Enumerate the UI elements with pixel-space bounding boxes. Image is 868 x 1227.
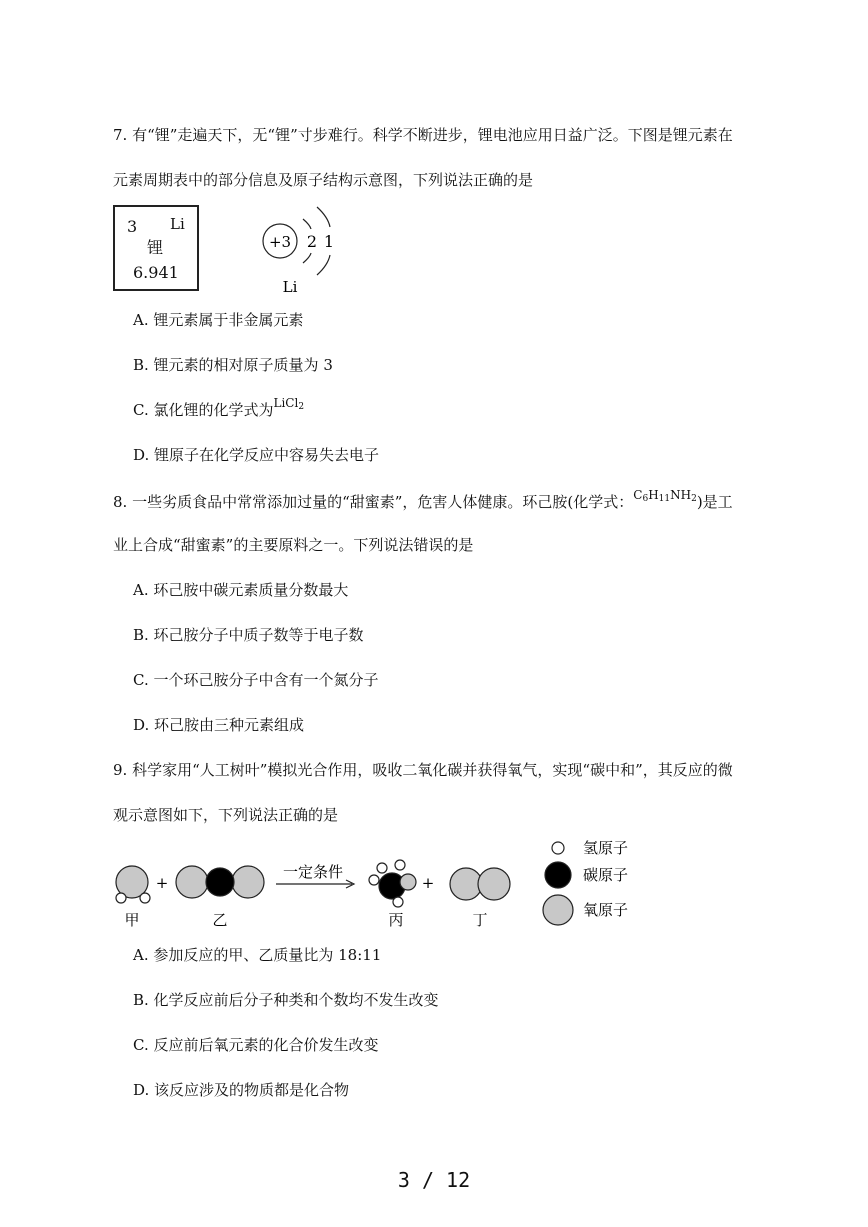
shell-2-arc-top (317, 207, 330, 227)
legend-oxygen-icon (543, 895, 573, 925)
plus-sign-2: + (421, 874, 435, 892)
periodic-element-card (113, 205, 199, 291)
label-bing: 丙 (388, 911, 404, 929)
yi-oxygen-atom-2 (232, 866, 264, 898)
q8-option-a: A. 环己胺中碳元素质量分数最大 (133, 581, 349, 599)
q7-stem-line1: 7. 有“锂”走遍天下，无“锂”寸步难行。科学不断进步，锂电池应用日益广泛。下图是锂元素在 (113, 126, 733, 144)
q9-stem-line1: 9. 科学家用“人工树叶”模拟光合作用，吸收二氧化碳并获得氧气，实现“碳中和”，其反应的微 (113, 761, 733, 779)
licl-main: LiCl (273, 396, 299, 410)
page-number: 3 / 12 (397, 1168, 471, 1192)
bing-hydrogen-atom-4 (393, 897, 403, 907)
bing-oxygen-atom (400, 874, 416, 890)
q8-option-d: D. 环己胺由三种元素组成 (133, 716, 305, 734)
bing-hydrogen-atom-3 (369, 875, 379, 885)
q7-stem-line2: 元素周期表中的部分信息及原子结构示意图，下列说法正确的是 (113, 171, 534, 189)
molecule-yi (176, 866, 264, 898)
legend-carbon-label: 碳原子 (583, 866, 629, 884)
element-symbol: Li (170, 215, 185, 233)
q9-option-b: B. 化学反应前后分子种类和个数均不发生改变 (133, 991, 439, 1009)
shell-2-arc-bottom (317, 255, 330, 275)
legend-carbon-icon (545, 862, 571, 888)
label-yi: 乙 (212, 911, 228, 929)
q7-option-d: D. 锂原子在化学反应中容易失去电子 (133, 446, 380, 464)
jia-hydrogen-atom-1 (116, 893, 126, 903)
q9-option-a: A. 参加反应的甲、乙质量比为 18:11 (133, 946, 382, 964)
ding-oxygen-atom-1 (450, 868, 482, 900)
f-c-n: 6 (642, 494, 649, 504)
f-c: C (633, 488, 643, 502)
q7-option-c (133, 396, 305, 425)
shell-2-electrons: 1 (323, 232, 335, 251)
atom-structure-diagram (255, 205, 355, 300)
yi-oxygen-atom-1 (176, 866, 208, 898)
bing-hydrogen-atom-2 (395, 860, 405, 870)
atomic-mass: 6.941 (133, 263, 179, 282)
molecule-bing (369, 860, 416, 907)
f-h-n: 11 (658, 494, 671, 504)
licl-subscript: 2 (298, 402, 305, 412)
legend-oxygen-label: 氧原子 (583, 901, 629, 919)
q8-stem-line2: 业上合成“甜蜜素”的主要原料之一。下列说法错误的是 (113, 536, 474, 554)
shell-1-arc-bottom (303, 253, 311, 263)
element-name: 锂 (147, 238, 164, 257)
yi-carbon-atom (206, 868, 234, 896)
label-jia: 甲 (124, 911, 140, 929)
q8-option-b: B. 环己胺分子中质子数等于电子数 (133, 626, 364, 644)
shell-1-arc-top (303, 219, 311, 229)
licl2-formula (273, 396, 304, 410)
molecule-jia (116, 866, 150, 903)
q9-option-c: C. 反应前后氧元素的化合价发生改变 (133, 1036, 379, 1054)
f-nh-n: 2 (691, 494, 697, 504)
reaction-micro-diagram (110, 840, 650, 935)
atom-label: Li (282, 278, 298, 296)
q9-option-d: D. 该反应涉及的物质都是化合物 (133, 1081, 350, 1099)
nucleus-charge: +3 (268, 233, 292, 251)
q8-stem-suffix: )是工 (696, 493, 733, 511)
q7-option-a: A. 锂元素属于非金属元素 (133, 311, 304, 329)
reaction-condition: 一定条件 (282, 863, 344, 881)
q8-option-c: C. 一个环己胺分子中含有一个氮分子 (133, 671, 379, 689)
cyclohexylamine-formula (633, 488, 697, 502)
jia-hydrogen-atom-2 (140, 893, 150, 903)
ding-oxygen-atom-2 (478, 868, 510, 900)
atomic-number: 3 (127, 217, 138, 236)
bing-hydrogen-atom-1 (377, 863, 387, 873)
legend-hydrogen-icon (552, 842, 564, 854)
q7-option-c-text: C. 氯化锂的化学式为 (133, 401, 274, 419)
q9-stem-line2: 观示意图如下，下列说法正确的是 (113, 806, 339, 824)
shell-1-electrons: 2 (306, 232, 318, 251)
q8-stem-prefix: 8. 一些劣质食品中常常添加过量的“甜蜜素”，危害人体健康。环己胺(化学式： (113, 493, 634, 511)
q8-stem-line1 (113, 488, 733, 517)
plus-sign-1: + (155, 874, 169, 892)
q7-option-b: B. 锂元素的相对原子质量为 3 (133, 356, 333, 374)
legend-hydrogen-label: 氢原子 (583, 840, 629, 857)
f-nh: NH (670, 488, 692, 502)
label-ding: 丁 (472, 911, 488, 929)
f-h: H (648, 488, 659, 502)
molecule-ding (450, 868, 510, 900)
